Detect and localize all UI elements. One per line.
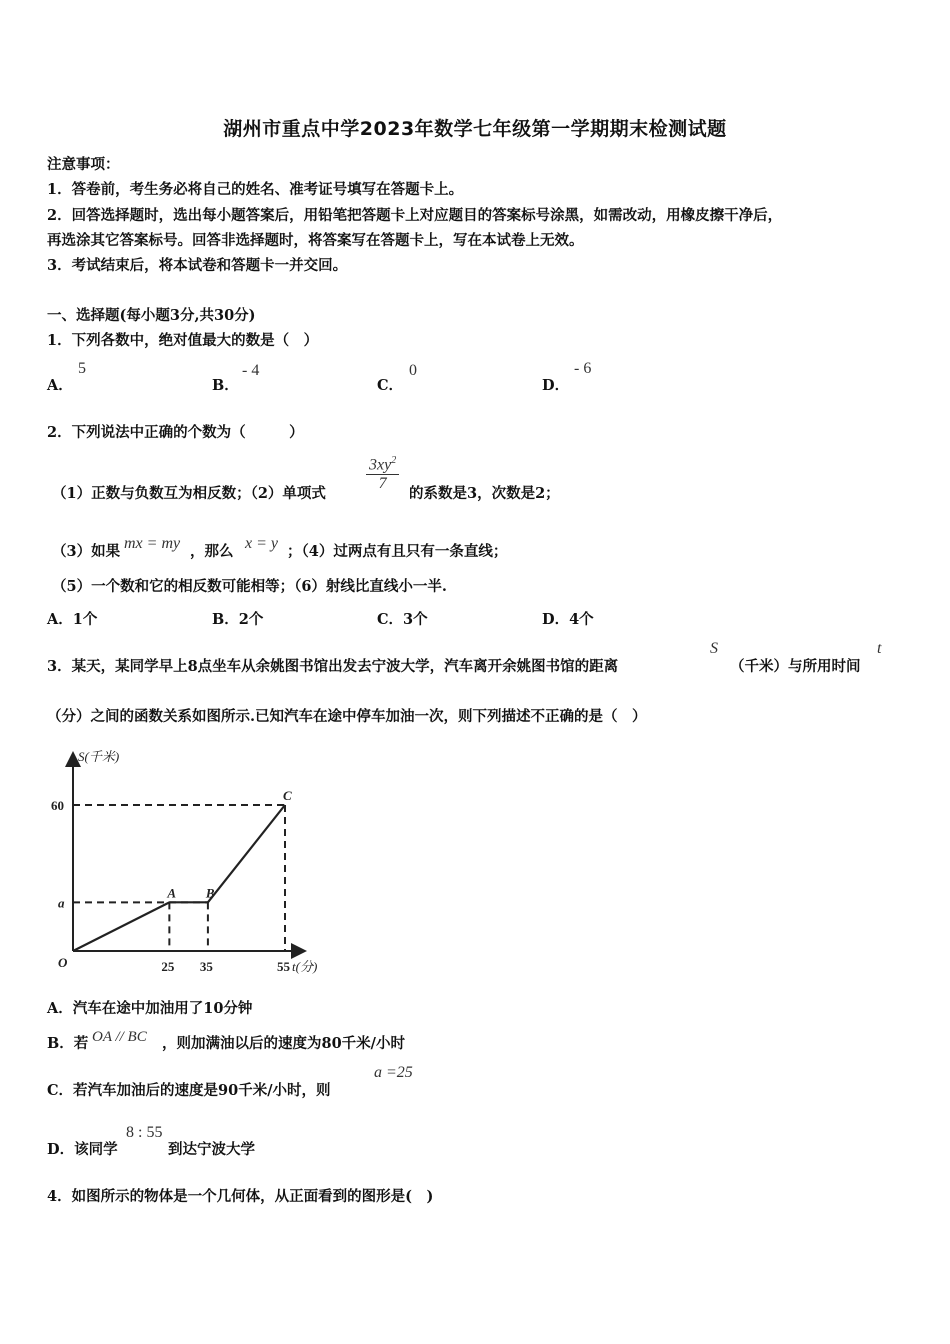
y-tick-label: a [58,895,65,911]
origin-label: O [58,955,68,970]
q2-statement-1: （1）正数与负数互为相反数；（2）单项式 [52,485,326,502]
y-tick-label: 60 [51,798,64,813]
tick-labels [51,788,292,974]
x-tick-label: 55 [277,959,290,974]
notice-item: 3．考试结束后，将本试卷和答题卡一并交回。 [47,257,348,274]
q3-option-d: D．该同学 [47,1141,118,1158]
parallel-condition: OA // BC [92,1029,147,1045]
q2-statement-3: （3）如果 [52,543,121,560]
q2-option-b: B．2个 [212,611,264,628]
q3-option-b-end: ，则加满油以后的速度为80千米/小时 [162,1035,405,1052]
segment-BC [208,805,285,902]
q1-option-a-value: 5 [78,360,86,377]
q2-statement-3-mid: ，那么 [190,543,234,560]
q3-option-d-end: 到达宁波大学 [168,1141,255,1158]
time-8-55: 8 : 55 [126,1124,163,1141]
question-4-stem: 4．如图所示的物体是一个几何体，从正面看到的图形是( ) [47,1188,434,1205]
equation-mx-my: mx = my [124,535,181,552]
question-3-stem-cont: （千米）与所用时间 [730,658,861,675]
monomial-fraction: $\frac{3xy^2}{7}$ [366,455,399,493]
q2-statement-4: ；（4）过两点有且只有一条直线； [287,543,508,560]
point-label-B: B [205,885,215,901]
q2-option-a: A．1个 [47,611,98,628]
q3-option-b: B．若 [47,1035,89,1052]
q1-option-d-value: - 6 [574,360,592,377]
section-heading: 一、选择题(每小题3分,共30分) [47,307,256,324]
variable-s: S [710,640,718,657]
q2-statement-1-end: 的系数是3，次数是2； [409,485,560,502]
q2-option-d: D．4个 [542,611,594,628]
question-3-stem: 3．某天，某同学早上8点坐车从余姚图书馆出发去宁波大学，汽车离开余姚图书馆的距离 [47,658,619,675]
equation-x-y: x = y [245,535,278,552]
q1-option-b-label: B． [212,377,239,394]
graph-line [73,805,285,951]
q2-option-c: C．3个 [377,611,428,628]
q1-option-c-label: C． [377,377,404,394]
notice-heading: 注意事项： [47,156,120,173]
x-tick-label: 25 [161,959,175,974]
point-label-A: A [167,885,177,901]
q3-option-a: A．汽车在途中加油用了10分钟 [47,1000,253,1017]
q1-option-d-label: D． [542,377,570,394]
question-2-stem: 2．下列说法中正确的个数为（ ） [47,424,304,441]
page-title: 湖州市重点中学2023年数学七年级第一学期期末检测试题 [223,118,727,140]
notice-item: 1．答卷前，考生务必将自己的姓名、准考证号填写在答题卡上。 [47,181,464,198]
segment-OA [73,902,169,951]
question-3-stem-line2: （分）之间的函数关系如图所示.已知汽车在途中停车加油一次，则下列描述不正确的是（ ） [47,708,647,725]
point-label-C: C [283,788,292,803]
notice-item: 再选涂其它答案标号。回答非选择题时，将答案写在答题卡上，写在本试卷上无效。 [47,232,584,249]
q1-option-a-label: A． [47,377,73,394]
guide-lines [73,805,285,951]
q3-option-c: C．若汽车加油后的速度是90千米/小时，则 [47,1082,331,1099]
x-tick-label: 35 [199,959,213,974]
q2-statement-5: （5）一个数和它的相反数可能相等；（6）射线比直线小一半. [52,578,447,595]
notice-item: 2．回答选择题时，选出每小题答案后，用铅笔把答题卡上对应题目的答案标号涂黑，如需改动，用橡皮擦干净后， [47,207,783,224]
q1-option-b-value: - 4 [242,362,260,379]
variable-t: t [877,640,882,657]
x-axis-label: t(分) [292,959,318,974]
a-equals-25: a =25 [374,1064,413,1081]
question-1-stem: 1．下列各数中，绝对值最大的数是（ ） [47,332,319,349]
y-axis-label: S(千米) [78,749,120,764]
distance-time-graph [45,745,345,980]
q1-option-c-value: 0 [409,362,417,379]
